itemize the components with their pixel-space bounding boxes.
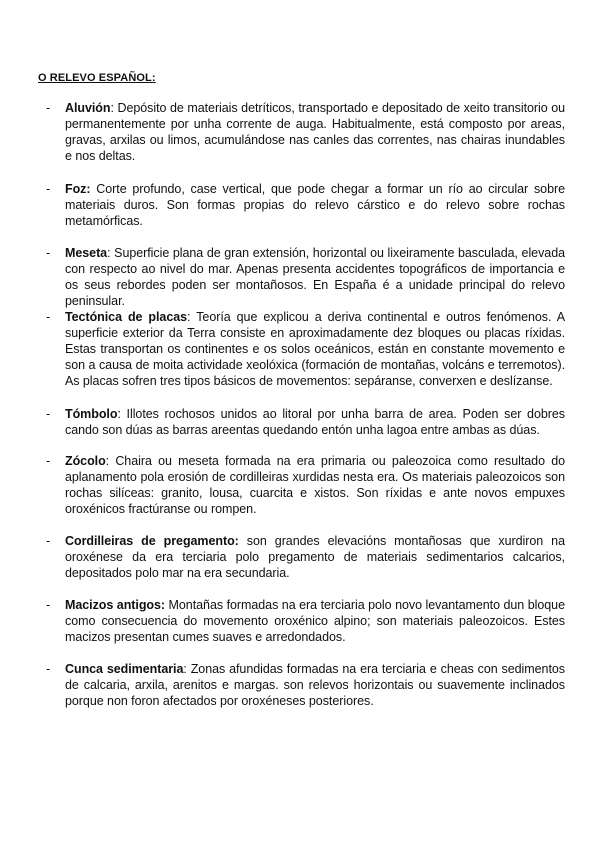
item-text <box>65 533 565 581</box>
bullet-dash: - <box>46 598 51 612</box>
bullet-dash: - <box>46 182 51 196</box>
item-text <box>65 406 565 438</box>
document-title: O RELEVO ESPAÑOL: <box>38 72 156 84</box>
item-separator: : <box>183 662 191 676</box>
item-term: Tectónica de placas <box>65 310 188 324</box>
item-definition: Superficie plana de gran extensión, horizontal ou lixeiramente basculada, elevada con respecto ao nivel do mar. Apenas presenta accidentes topográficos de importancia e os seus rebordes poden ser montañosos. En España é a unidade principal do relevo peninsular. <box>65 246 565 308</box>
item-text <box>65 597 565 645</box>
item-term: Cunca sedimentaria <box>65 662 184 676</box>
item-term: Macizos antigos: <box>65 598 166 612</box>
item-definition: Depósito de materiais detríticos, transportado e depositado de xeito transitorio ou permanentemente por unha corrente de auga. Habitualmente, está composto por areas, gravas, arxilas ou limos, acumulándose nas canles das correntes, nas chairas inundables e nos deltas. <box>65 101 565 163</box>
bullet-dash: - <box>46 101 51 115</box>
bullet-dash: - <box>46 454 51 468</box>
item-separator: : <box>117 407 127 421</box>
item-separator: : <box>105 454 116 468</box>
item-definition: son grandes elevacións montañosas que xurdiron na oroxénese da era terciaria polo pregamento de materiais sedimentarios calcarios, depositados polo mar na era secundaria. <box>65 534 565 580</box>
item-definition: Chaira ou meseta formada na era primaria ou paleozoica como resultado do aplanamento pola erosión de cordilleiras xurdidas nesta era. Os materiais paleozoicos son rochas silíceas: granito, lousa, cuarcita e xistos. Son ríxidas e ante novos empuxes oroxénicos fractúranse ou rompen. <box>65 454 565 516</box>
item-text <box>65 100 565 164</box>
bullet-dash: - <box>46 310 51 324</box>
item-definition: Illotes rochosos unidos ao litoral por unha barra de area. Poden ser dobres cando son dúas as barras areentas quedando entón unha lagoa entre ambas as dúas. <box>65 407 565 437</box>
item-text <box>65 181 565 229</box>
item-text <box>65 661 565 709</box>
item-term: Zócolo <box>65 454 106 468</box>
item-term: Tómbolo <box>65 407 118 421</box>
item-text <box>65 245 565 309</box>
bullet-dash: - <box>46 662 51 676</box>
item-text <box>65 453 565 517</box>
item-definition: Corte profundo, case vertical, que pode chegar a formar un río ao circular sobre materiais duros. Son formas propias do relevo cárstico e do relevo sobre rochas metamórficas. <box>65 182 565 228</box>
item-term: Meseta <box>65 246 108 260</box>
bullet-dash: - <box>46 246 51 260</box>
item-definition: Teoría que explicou a deriva continental e outros fenómenos. A superficie exterior da Terra consiste en aproximadamente dez bloques ou placas ríxidas. Estas transportan os continentes e os solos oceánicos, están en constante movemento e son a causa de moita actividade xeolóxica (formación de montañas, volcáns e terremotos). As placas sofren tres tipos básicos de movementos: sepáranse, converxen e deslízanse. <box>65 310 565 388</box>
item-separator: : <box>187 310 197 324</box>
item-text <box>65 309 565 389</box>
item-definition: Montañas formadas na era terciaria polo novo levantamento dun bloque como consecuencia do movemento oroxénico alpino; son materiais paleozoicos. Estes macizos presentan cumes suaves e arredondados. <box>65 598 565 644</box>
item-definition: Zonas afundidas formadas na era terciaria e cheas con sedimentos de calcaria, arxila, arenitos e margas. son relevos horizontais ou suavemente inclinados porque non foron afectados por oroxéneses posteriores. <box>65 662 565 708</box>
item-term: Aluvión <box>65 101 111 115</box>
item-separator <box>239 534 247 548</box>
bullet-dash: - <box>46 407 51 421</box>
item-separator: : <box>110 101 118 115</box>
bullet-dash: - <box>46 534 51 548</box>
item-term: Cordilleiras de pregamento: <box>65 534 239 548</box>
item-term: Foz: <box>65 182 91 196</box>
item-separator: : <box>107 246 115 260</box>
